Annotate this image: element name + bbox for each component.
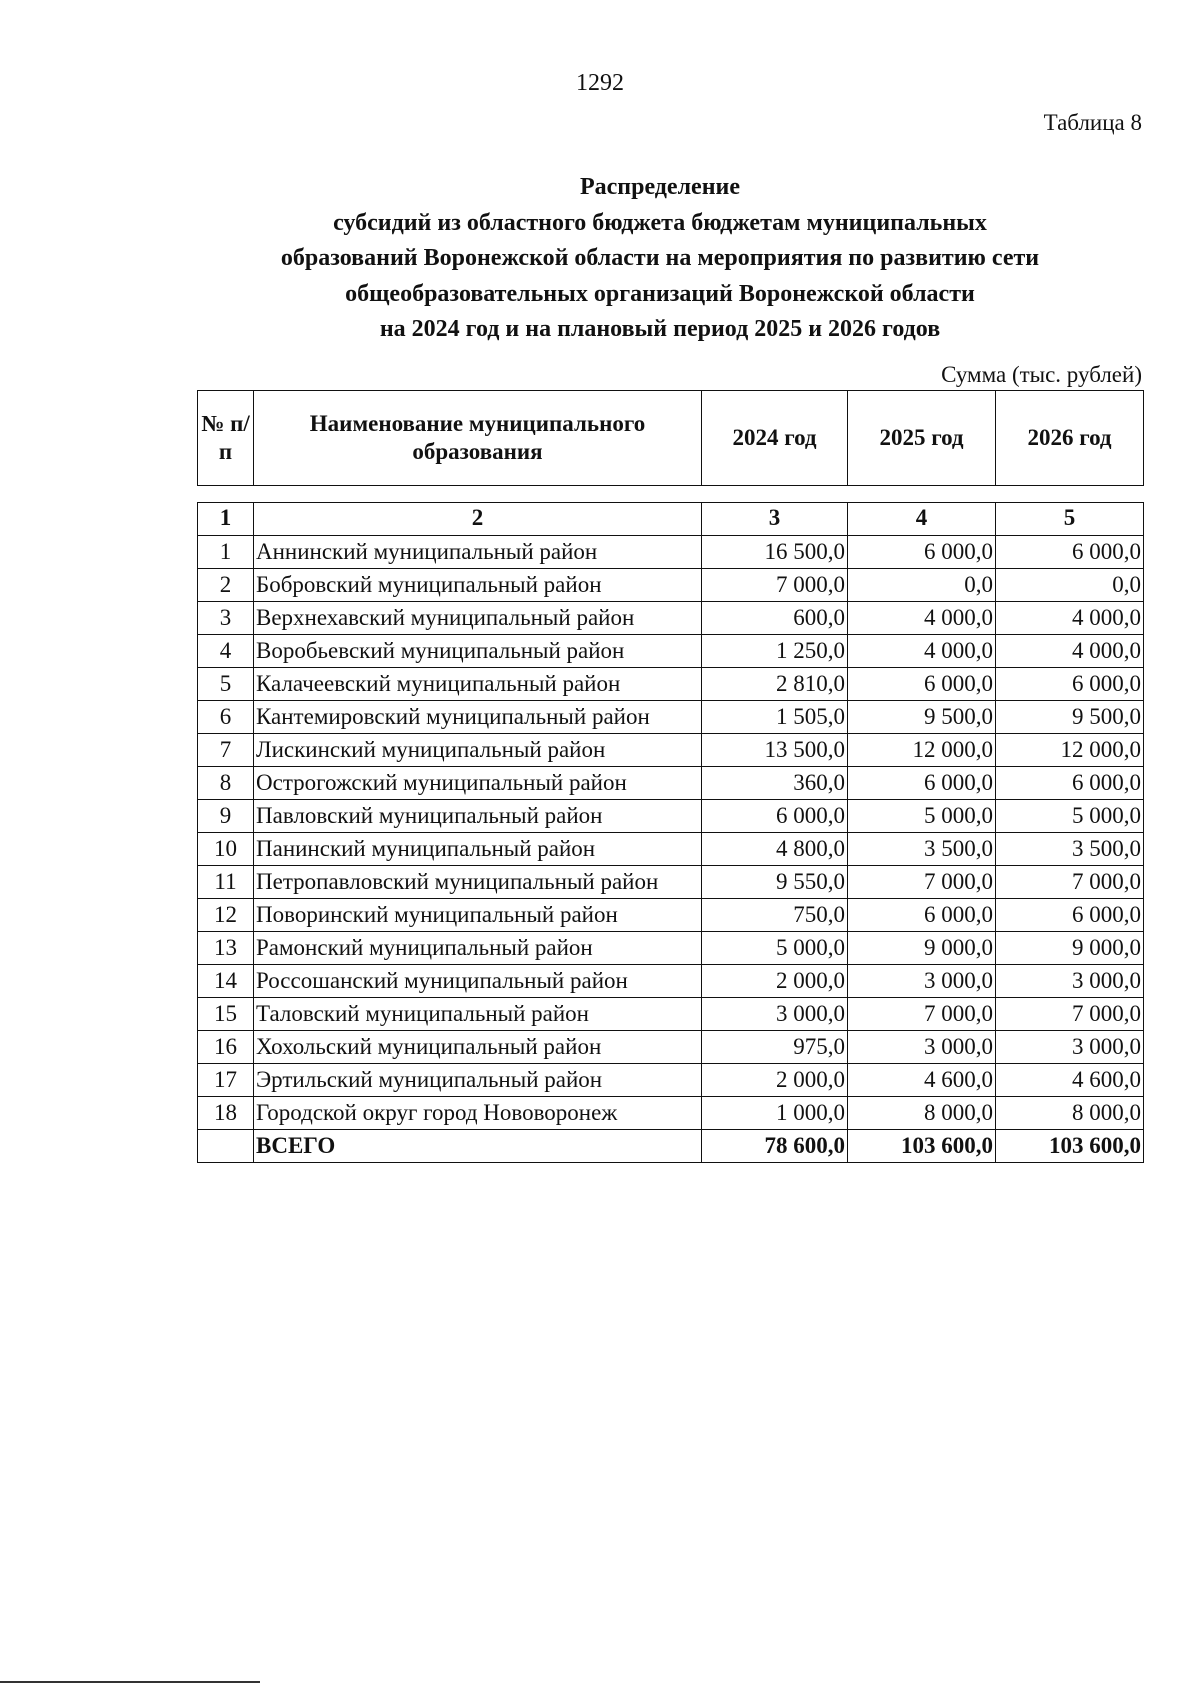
table-row xyxy=(198,899,1144,932)
value-2024: 13 500,0 xyxy=(702,734,848,767)
table-row xyxy=(198,1097,1144,1130)
value-2026: 6 000,0 xyxy=(996,767,1144,800)
header-name: Наименование муниципального образования xyxy=(254,391,702,486)
value-2025: 3 000,0 xyxy=(848,965,996,998)
value-2026: 6 000,0 xyxy=(996,668,1144,701)
row-number: 13 xyxy=(198,932,254,965)
value-2024: 3 000,0 xyxy=(702,998,848,1031)
municipality-name: Острогожский муниципальный район xyxy=(254,767,702,800)
value-2026: 7 000,0 xyxy=(996,998,1144,1031)
row-number: 6 xyxy=(198,701,254,734)
value-2024: 9 550,0 xyxy=(702,866,848,899)
value-2025: 4 000,0 xyxy=(848,602,996,635)
column-number: 2 xyxy=(254,503,702,536)
value-2025: 9 000,0 xyxy=(848,932,996,965)
value-2024: 2 810,0 xyxy=(702,668,848,701)
table-row xyxy=(198,767,1144,800)
value-2026: 3 500,0 xyxy=(996,833,1144,866)
data-table xyxy=(197,502,1144,1163)
table-row xyxy=(198,1031,1144,1064)
footer-divider xyxy=(0,1681,260,1683)
row-number: 3 xyxy=(198,602,254,635)
row-number: 17 xyxy=(198,1064,254,1097)
table-row xyxy=(198,635,1144,668)
value-2025: 6 000,0 xyxy=(848,767,996,800)
value-2026: 4 000,0 xyxy=(996,602,1144,635)
value-2024: 1 250,0 xyxy=(702,635,848,668)
value-2026: 5 000,0 xyxy=(996,800,1144,833)
table-row xyxy=(198,536,1144,569)
value-2025: 7 000,0 xyxy=(848,866,996,899)
table-row xyxy=(198,998,1144,1031)
header-number: № п/п xyxy=(198,391,254,486)
value-2025: 6 000,0 xyxy=(848,536,996,569)
value-2024: 16 500,0 xyxy=(702,536,848,569)
value-2026: 7 000,0 xyxy=(996,866,1144,899)
value-2026: 9 000,0 xyxy=(996,932,1144,965)
row-number: 14 xyxy=(198,965,254,998)
total-2025: 103 600,0 xyxy=(848,1130,996,1163)
column-number: 4 xyxy=(848,503,996,536)
total-2024: 78 600,0 xyxy=(702,1130,848,1163)
value-2024: 975,0 xyxy=(702,1031,848,1064)
header-2026: 2026 год xyxy=(996,391,1144,486)
units-label: Сумма (тыс. рублей) xyxy=(941,362,1142,387)
table-row xyxy=(198,866,1144,899)
municipality-name: Рамонский муниципальный район xyxy=(254,932,702,965)
row-number: 10 xyxy=(198,833,254,866)
table-header xyxy=(197,390,1144,486)
municipality-name: Кантемировский муниципальный район xyxy=(254,701,702,734)
table-row xyxy=(198,668,1144,701)
row-number: 9 xyxy=(198,800,254,833)
value-2024: 6 000,0 xyxy=(702,800,848,833)
value-2025: 12 000,0 xyxy=(848,734,996,767)
value-2024: 7 000,0 xyxy=(702,569,848,602)
value-2024: 2 000,0 xyxy=(702,965,848,998)
total-2026: 103 600,0 xyxy=(996,1130,1144,1163)
total-number xyxy=(198,1130,254,1163)
row-number: 15 xyxy=(198,998,254,1031)
table-label: Таблица 8 xyxy=(1043,110,1142,135)
table-row xyxy=(198,569,1144,602)
municipality-name: Павловский муниципальный район xyxy=(254,800,702,833)
municipality-name: Панинский муниципальный район xyxy=(254,833,702,866)
municipality-name: Эртильский муниципальный район xyxy=(254,1064,702,1097)
title-line: общеобразовательных организаций Воронежской области xyxy=(345,280,975,307)
municipality-name: Верхнехавский муниципальный район xyxy=(254,602,702,635)
municipality-name: Россошанский муниципальный район xyxy=(254,965,702,998)
total-row xyxy=(198,1130,1144,1163)
value-2026: 9 500,0 xyxy=(996,701,1144,734)
title-line: Распределение xyxy=(579,174,741,200)
title-line: на 2024 год и на плановый период 2025 и 2026 годов xyxy=(379,316,941,342)
value-2024: 4 800,0 xyxy=(702,833,848,866)
title-line: образований Воронежской области на мероприятия по развитию сети xyxy=(280,245,1040,271)
row-number: 16 xyxy=(198,1031,254,1064)
value-2026: 3 000,0 xyxy=(996,965,1144,998)
municipality-name: Хохольский муниципальный район xyxy=(254,1031,702,1064)
row-number: 1 xyxy=(198,536,254,569)
municipality-name: Городской округ город Нововоронеж xyxy=(254,1097,702,1130)
value-2025: 5 000,0 xyxy=(848,800,996,833)
value-2024: 2 000,0 xyxy=(702,1064,848,1097)
header-2025: 2025 год xyxy=(848,391,996,486)
value-2025: 3 500,0 xyxy=(848,833,996,866)
value-2026: 4 000,0 xyxy=(996,635,1144,668)
value-2025: 6 000,0 xyxy=(848,668,996,701)
value-2025: 0,0 xyxy=(848,569,996,602)
table-row xyxy=(198,701,1144,734)
municipality-name: Калачеевский муниципальный район xyxy=(254,668,702,701)
table-row xyxy=(198,800,1144,833)
value-2026: 4 600,0 xyxy=(996,1064,1144,1097)
header-2024: 2024 год xyxy=(702,391,848,486)
row-number: 12 xyxy=(198,899,254,932)
table-row xyxy=(198,602,1144,635)
table-row xyxy=(198,965,1144,998)
row-number: 5 xyxy=(198,668,254,701)
value-2024: 1 505,0 xyxy=(702,701,848,734)
value-2026: 6 000,0 xyxy=(996,536,1144,569)
value-2026: 3 000,0 xyxy=(996,1031,1144,1064)
value-2024: 750,0 xyxy=(702,899,848,932)
value-2025: 4 600,0 xyxy=(848,1064,996,1097)
total-label: ВСЕГО xyxy=(254,1130,702,1163)
value-2026: 12 000,0 xyxy=(996,734,1144,767)
row-number: 8 xyxy=(198,767,254,800)
value-2024: 600,0 xyxy=(702,602,848,635)
value-2025: 7 000,0 xyxy=(848,998,996,1031)
municipality-name: Петропавловский муниципальный район xyxy=(254,866,702,899)
value-2026: 8 000,0 xyxy=(996,1097,1144,1130)
row-number: 2 xyxy=(198,569,254,602)
value-2026: 6 000,0 xyxy=(996,899,1144,932)
municipality-name: Лискинский муниципальный район xyxy=(254,734,702,767)
table-row xyxy=(198,1064,1144,1097)
municipality-name: Поворинский муниципальный район xyxy=(254,899,702,932)
value-2025: 8 000,0 xyxy=(848,1097,996,1130)
row-number: 18 xyxy=(198,1097,254,1130)
page-number: 1292 xyxy=(576,70,624,96)
column-number: 5 xyxy=(996,503,1144,536)
column-number: 3 xyxy=(702,503,848,536)
municipality-name: Воробьевский муниципальный район xyxy=(254,635,702,668)
value-2024: 1 000,0 xyxy=(702,1097,848,1130)
title-line: субсидий из областного бюджета бюджетам муниципальных xyxy=(333,209,987,236)
row-number: 11 xyxy=(198,866,254,899)
municipality-name: Бобровский муниципальный район xyxy=(254,569,702,602)
table-row xyxy=(198,932,1144,965)
table-row xyxy=(198,734,1144,767)
municipality-name: Таловский муниципальный район xyxy=(254,998,702,1031)
municipality-name: Аннинский муниципальный район xyxy=(254,536,702,569)
value-2025: 9 500,0 xyxy=(848,701,996,734)
value-2026: 0,0 xyxy=(996,569,1144,602)
value-2025: 3 000,0 xyxy=(848,1031,996,1064)
column-number: 1 xyxy=(198,503,254,536)
value-2024: 360,0 xyxy=(702,767,848,800)
value-2024: 5 000,0 xyxy=(702,932,848,965)
row-number: 4 xyxy=(198,635,254,668)
document-title xyxy=(120,170,1200,348)
value-2025: 4 000,0 xyxy=(848,635,996,668)
table-row xyxy=(198,833,1144,866)
column-number-row xyxy=(198,503,1144,536)
row-number: 7 xyxy=(198,734,254,767)
value-2025: 6 000,0 xyxy=(848,899,996,932)
